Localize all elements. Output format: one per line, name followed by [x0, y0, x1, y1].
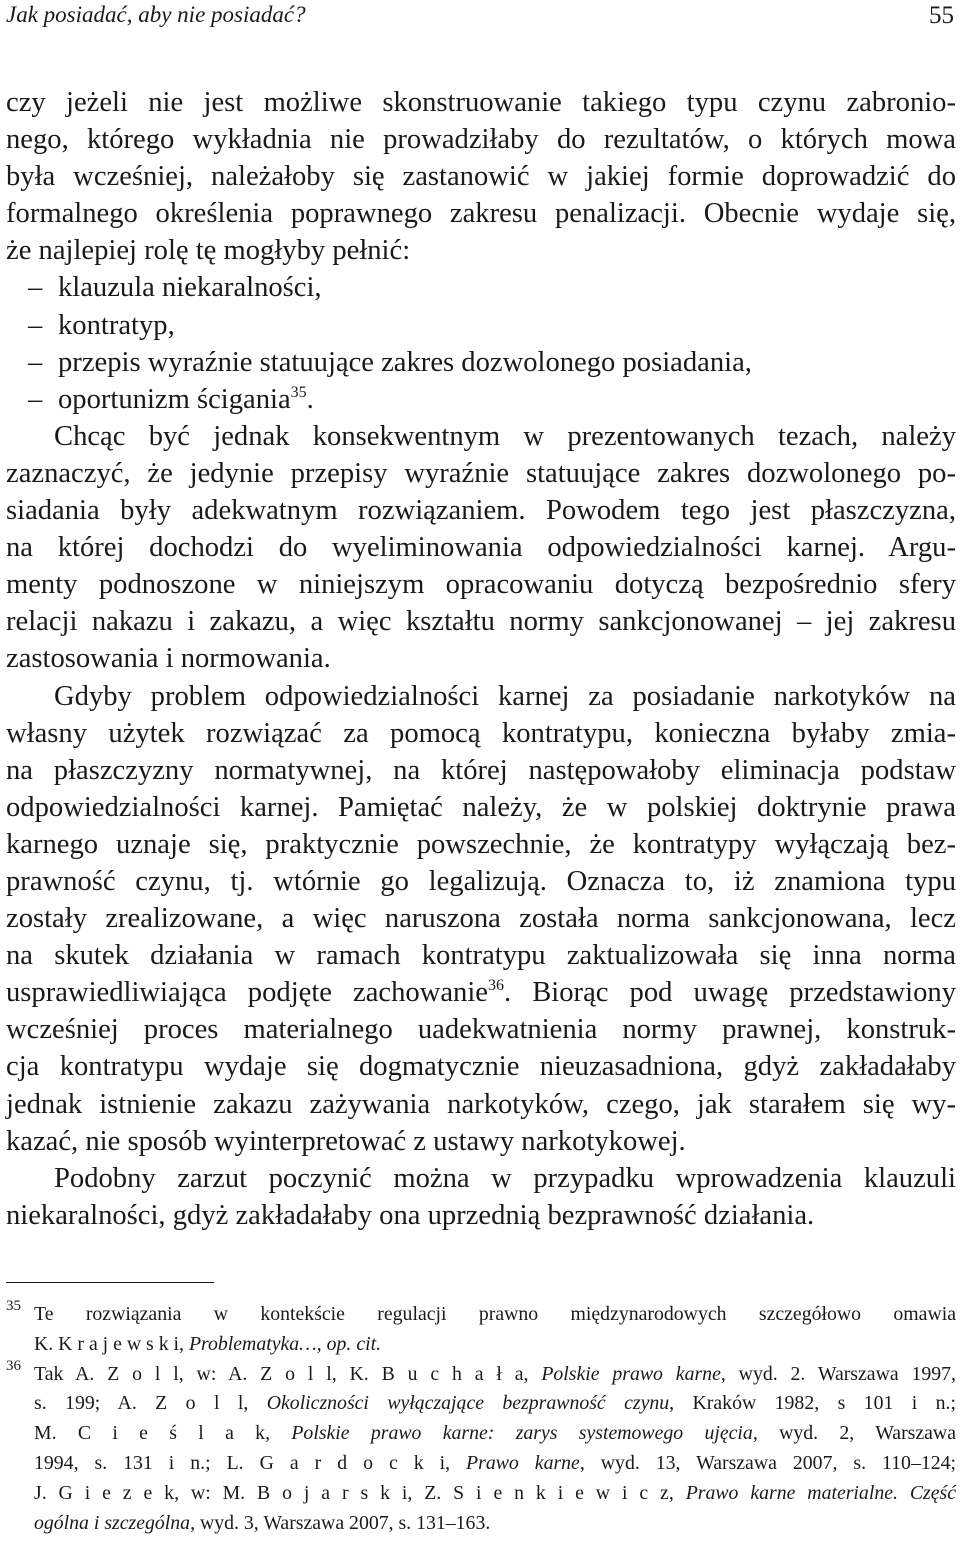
list-item: [6, 381, 956, 418]
line-text: oportunizm ścigania: [58, 383, 291, 415]
line-text: kazać, nie sposób wyinterpretować z ustawy narkotykowej.: [6, 1125, 686, 1157]
line-text: siadania były adekwatnym rozwiązaniem. Powodem tego jest płaszczyzna,: [6, 495, 956, 527]
line-text: na której dochodzi do wyeliminowania odpowiedzialności karnej. Argu-: [6, 532, 956, 564]
footnote-divider: [6, 1282, 214, 1283]
footnote-line: [34, 1389, 956, 1419]
text-line: [6, 566, 956, 603]
citation-text: , Kraków 1982, s 101 i n.;: [669, 1392, 956, 1415]
citation-text: K. K r a j e w s k i,: [34, 1332, 189, 1355]
text-line: [6, 900, 956, 937]
footnote-line: [34, 1330, 956, 1360]
footnote-reference[interactable]: 35: [290, 383, 307, 401]
text-line: [6, 1086, 956, 1123]
body-text: [6, 84, 956, 1234]
citation-title: Problematyka…, op. cit.: [188, 1332, 382, 1355]
citation-text: M. C i e ś l a k,: [34, 1422, 292, 1445]
page-number: 55: [929, 2, 954, 29]
line-text: zaznaczyć, że jedynie przepisy wyraźnie statuujące zakres dozwolonego po-: [6, 457, 956, 489]
footnote: [6, 1300, 956, 1360]
line-text: klauzula niekaralności,: [58, 272, 322, 304]
footnote-line: [34, 1300, 956, 1330]
footnote-number: 36: [6, 1357, 21, 1374]
text-line: [6, 1160, 956, 1197]
footnote-line: [34, 1360, 956, 1390]
line-text: Chcąc być jednak konsekwentnym w prezentowanych tezach, należy: [54, 420, 956, 452]
citation-title: Polskie prawo karne: zarys systemowego ujęcia: [291, 1422, 753, 1445]
text-line: [6, 715, 956, 752]
text-line: [6, 678, 956, 715]
line-text: prawność czynu, tj. wtórnie go legalizują. Oznacza to, iż znamiona typu: [6, 865, 956, 897]
line-text-continued: .: [306, 383, 314, 415]
footnote-line: [34, 1419, 956, 1449]
footnote-line: [34, 1509, 956, 1539]
text-line: [6, 158, 956, 195]
citation-text: s. 199; A. Z o l l,: [34, 1392, 267, 1415]
list-item: [6, 307, 956, 344]
citation-title: Polskie prawo karne: [541, 1362, 721, 1385]
line-text: formalnego określenia poprawnego zakresu penalizacji. Obecnie wydaje się,: [6, 198, 956, 230]
footnote-line: [34, 1479, 956, 1509]
dash-bullet: –: [28, 272, 43, 304]
running-title: Jak posiadać, aby nie posiadać?: [6, 2, 306, 27]
footnote: [6, 1357, 957, 1539]
line-text-continued: . Biorąc pod uwagę przedstawiony: [504, 977, 956, 1009]
dash-bullet: –: [28, 383, 43, 415]
text-line: [6, 974, 956, 1011]
citation-text: J. G i e z e k, w: M. B o j a r s k i, Z. S i e n k i e w i c z,: [34, 1481, 686, 1504]
citation-title: Prawo karne materialne. Część: [685, 1481, 956, 1504]
list-item: [6, 269, 956, 306]
text-line: [6, 863, 956, 900]
text-line: [6, 826, 956, 863]
citation-title: Prawo karne: [466, 1451, 580, 1474]
text-line: [6, 603, 956, 640]
line-text: nego, którego wykładnia nie prowadziłaby do rezultatów, o których mowa: [6, 124, 956, 156]
text-line: [6, 455, 956, 492]
footnotes: [6, 1300, 956, 1538]
citation-title: Okoliczności wyłączające bezprawność czynu: [266, 1392, 670, 1415]
list-item: [6, 344, 956, 381]
running-header: [6, 2, 954, 32]
line-text: czy jeżeli nie jest możliwe skonstruowanie takiego typu czynu zabronio-: [6, 87, 956, 118]
line-text: była wcześniej, należałoby się zastanowić w jakiej formie doprowadzić do: [6, 161, 956, 193]
line-text: na płaszczyzny normatywnej, na której następowałoby eliminacja podstaw: [6, 754, 956, 786]
line-text: własny użytek rozwiązać za pomocą kontratypu, konieczna byłaby zmia-: [6, 717, 956, 749]
line-text: usprawiedliwiająca podjęte zachowanie: [6, 977, 488, 1009]
line-text: wcześniej proces materialnego uadekwatnienia normy prawnej, konstruk-: [6, 1014, 956, 1046]
text-line: [6, 752, 956, 789]
text-line: [6, 492, 956, 529]
citation-text: 1994, s. 131 i n.; L. G a r d o c k i,: [34, 1451, 467, 1474]
line-text: jednak istnienie zakazu zażywania narkotyków, czego, jak starałem się wy-: [6, 1088, 956, 1120]
footnote-text: [34, 1300, 956, 1360]
dash-bullet: –: [28, 309, 43, 341]
line-text: Podobny zarzut poczynić można w przypadku wprowadzenia klauzuli: [54, 1162, 956, 1194]
line-text: Gdyby problem odpowiedzialności karnej za posiadanie narkotyków na: [54, 680, 956, 712]
citation-title: ogólna i szczególna: [34, 1511, 191, 1534]
footnote-line: [34, 1449, 956, 1479]
citation-text: , wyd. 2, Warszawa: [752, 1422, 956, 1445]
line-text: menty podnoszone w niniejszym opracowaniu dotyczą bezpośrednio sfery: [6, 569, 956, 601]
footnote-text: [34, 1360, 956, 1539]
line-text: zostały zrealizowane, a więc naruszona została norma sankcjonowana, lecz: [6, 903, 956, 935]
line-text: że najlepiej rolę tę mogłyby pełnić:: [6, 235, 411, 267]
text-line: [6, 1011, 956, 1048]
line-text: na skutek działania w ramach kontratypu zaktualizowała się inna norma: [6, 940, 956, 972]
text-line: [6, 418, 956, 455]
citation-text: Te rozwiązania w kontekście regulacji prawno międzynarodowych szczegółowo omawia: [34, 1303, 956, 1325]
text-line: [6, 529, 956, 566]
footnote-number: 35: [6, 1298, 21, 1314]
citation-text: , wyd. 2. Warszawa 1997,: [720, 1362, 956, 1385]
line-text: przepis wyraźnie statuujące zakres dozwolonego posiadania,: [58, 346, 752, 378]
line-text: kontratyp,: [58, 309, 175, 341]
text-line: [6, 121, 956, 158]
text-line: [6, 640, 956, 677]
text-line: [6, 1048, 956, 1085]
footnote-reference[interactable]: 36: [488, 977, 504, 995]
line-text: karnego uznaje się, praktycznie powszechnie, że kontratypy wyłączają bez-: [6, 828, 956, 860]
line-text: odpowiedzialności karnej. Pamiętać należy, że w polskiej doktrynie prawa: [6, 791, 956, 823]
line-text: zastosowania i normowania.: [6, 643, 331, 675]
text-line: [6, 789, 956, 826]
citation-text: Tak A. Z o l l, w: A. Z o l l, K. B u c h a ł a,: [34, 1362, 542, 1385]
text-line: [6, 84, 956, 121]
text-line: [6, 195, 956, 232]
line-text: cja kontratypu wydaje się dogmatycznie nieuzasadniona, gdyż zakładałaby: [6, 1051, 956, 1083]
text-line: [6, 232, 956, 269]
citation-text: , wyd. 13, Warszawa 2007, s. 110–124;: [579, 1451, 957, 1474]
dash-bullet: –: [28, 346, 43, 378]
text-line: [6, 1197, 956, 1234]
text-line: [6, 937, 956, 974]
line-text: relacji nakazu i zakazu, a więc kształtu normy sankcjonowanej – jej zakresu: [6, 606, 956, 638]
line-text: niekaralności, gdyż zakładałaby ona uprzednią bezprawność działania.: [6, 1199, 815, 1231]
citation-text: , wyd. 3, Warszawa 2007, s. 131–163.: [190, 1511, 491, 1534]
text-line: [6, 1123, 956, 1160]
